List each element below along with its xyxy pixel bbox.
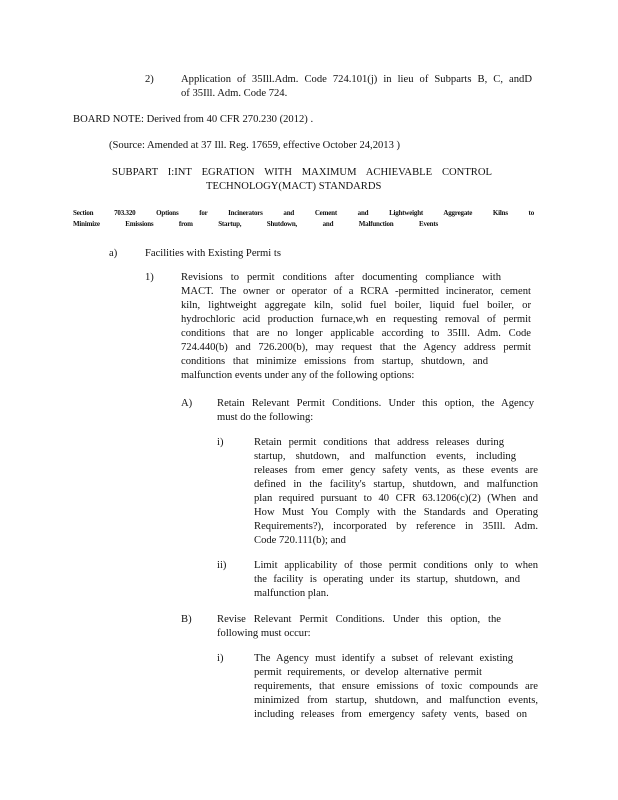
text-line: How Must You Comply with the Standards and Operating — [254, 507, 538, 518]
text-line: Retain Relevant Permit Conditions. Under this option, the Agency — [217, 398, 534, 409]
paragraph — [181, 73, 532, 101]
text-line: releases from emer gency safety vents, as these events are — [254, 465, 538, 476]
text-line: Requirements?), incorporated by reference in 35Ill. Adm. — [254, 521, 538, 532]
text-line: Retain permit conditions that address releases during — [254, 437, 504, 448]
text-line: of 35Ill. Adm. Code 724. — [181, 88, 288, 99]
text-line: must do the following: — [217, 412, 314, 423]
text-line: permit requirements, or develop alternative permit — [254, 667, 482, 678]
text-line: Revisions to permit conditions after documenting compliance with — [181, 272, 501, 283]
text-line: requirements, that ensure emissions of toxic compounds are — [254, 681, 538, 692]
text-line: Limit applicability of those permit conditions only to when — [254, 560, 538, 571]
list-item-text: Facilities with Existing Permi ts — [145, 248, 281, 259]
list-marker: i) — [217, 653, 224, 664]
text-line: plan required pursuant to 40 CFR 63.1206(c)(2) (When and — [254, 493, 538, 504]
paragraph — [254, 652, 538, 722]
text-line: minimized from startup, shutdown, and malfunction events, — [254, 695, 538, 706]
paragraph — [217, 613, 501, 641]
text-line: The Agency must identify a subset of relevant existing — [254, 653, 513, 664]
text-line: Code 720.111(b); and — [254, 535, 346, 546]
subpart-heading — [112, 166, 492, 194]
source-note: (Source: Amended at 37 Ill. Reg. 17659, effective October 24,2013 ) — [109, 140, 401, 151]
text-line: including releases from emergency safety vents, based on — [254, 709, 527, 720]
paragraph — [181, 271, 531, 383]
text-line: MACT. The owner or operator of a RCRA -permitted incinerator, cement — [181, 286, 531, 297]
section-heading — [73, 208, 534, 230]
list-marker: B) — [181, 614, 192, 625]
list-marker: A) — [181, 398, 193, 409]
heading-line: SUBPART I:INT EGRATION WITH MAXIMUM ACHIEVABLE CONTROL — [112, 167, 492, 178]
list-marker: ii) — [217, 560, 227, 571]
heading-line: TECHNOLOGY(MACT) STANDARDS — [206, 181, 382, 192]
paragraph — [254, 559, 538, 601]
text-line: defined in the facility's startup, shutdown, and malfunction — [254, 479, 538, 490]
text-line: startup, shutdown, and malfunction events, including — [254, 451, 516, 462]
text-line: Revise Relevant Permit Conditions. Under this option, the — [217, 614, 501, 625]
board-note: BOARD NOTE: Derived from 40 CFR 270.230 (2012) . — [73, 114, 314, 125]
list-marker: i) — [217, 437, 224, 448]
text-line: Application of 35Ill.Adm. Code 724.101(j) in lieu of Subparts B, C, andD — [181, 74, 532, 85]
text-line: hydrochloric acid production furnace,wh en requesting removal of permit — [181, 314, 531, 325]
list-marker: 2) — [145, 74, 154, 85]
list-marker: 1) — [145, 272, 154, 283]
paragraph — [254, 436, 538, 548]
text-line: the facility is operating under its startup, shutdown, and — [254, 574, 520, 585]
text-line: 724.440(b) and 726.200(b), may request that the Agency address permit — [181, 342, 531, 353]
text-line: kiln, lightweight aggregate kiln, solid fuel boiler, liquid fuel boiler, or — [181, 300, 531, 311]
paragraph — [217, 397, 534, 425]
text-line: following must occur: — [217, 628, 311, 639]
text-line: conditions that are no longer applicable according to 35Ill. Adm. Code — [181, 328, 531, 339]
section-heading-line: Minimize Emissions from Startup, Shutdown, and Malfunction Events — [73, 220, 438, 228]
text-line: conditions that minimize emissions from startup, shutdown, and — [181, 356, 488, 367]
list-marker: a) — [109, 248, 118, 259]
section-heading-line: Section 703.320 Options for Incinerators and Cement and Lightweight Aggregate Kilns to — [73, 209, 534, 217]
text-line: malfunction events under any of the following options: — [181, 370, 415, 381]
text-line: malfunction plan. — [254, 588, 329, 599]
